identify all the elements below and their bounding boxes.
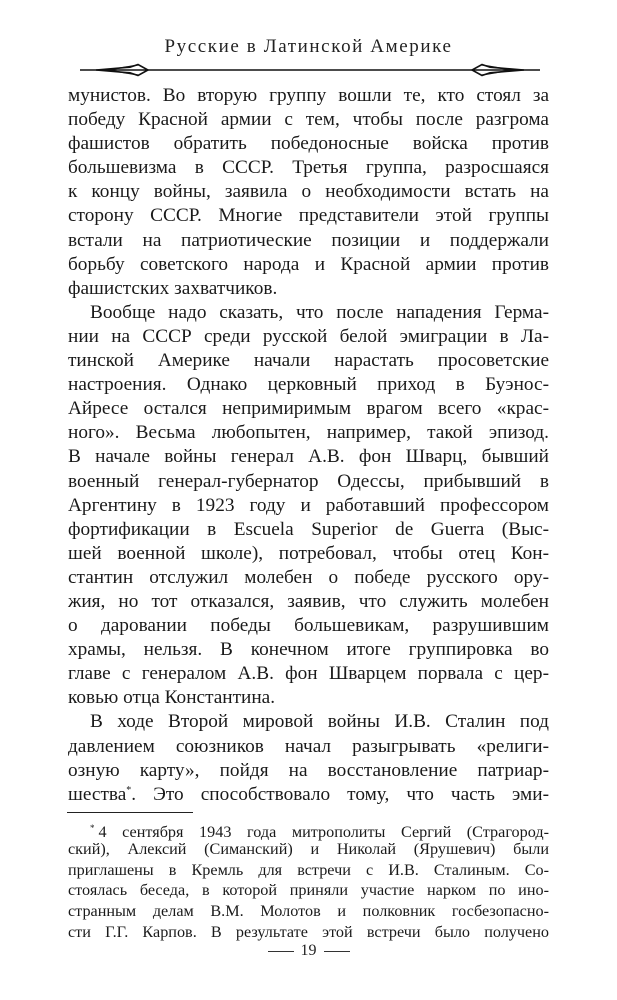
- text-line: мунистов. Во вторую группу вошли те, кто стоял за: [68, 85, 549, 106]
- text-line: [68, 783, 549, 807]
- body-text: [68, 84, 549, 807]
- paragraph-2: [68, 301, 549, 711]
- running-head: Русские в Латинской Америке: [164, 36, 453, 57]
- text-line: шей военной школе), потребовал, чтобы отец Кон-: [68, 542, 549, 564]
- footnote-line: сти Г.Г. Карпов. В результате этой встречи было получено: [68, 922, 549, 941]
- footnote-divider: [67, 812, 193, 813]
- text-line: главе с генералом А.В. фон Шварцем порвала с цер-: [68, 663, 549, 685]
- text-line: жия, но тот отказался, заявив, что служить молебен: [68, 590, 549, 612]
- footnote: [68, 818, 549, 943]
- page-number-value: 19: [300, 942, 317, 959]
- text-line: военный генерал-губернатор Одессы, прибывший в: [68, 470, 549, 492]
- footnote-line: странным делам В.М. Молотов и полковник госбезопасно-: [68, 902, 549, 921]
- text-line: тинской Америке начали нарастать просоветские: [68, 350, 549, 372]
- footnote-line: ский), Алексий (Симанский) и Николай (Ярушевич) были: [68, 839, 549, 858]
- text-line: В начале войны генерал А.В. фон Шварц, бывший: [68, 446, 549, 468]
- footnote-reference[interactable]: *: [126, 784, 132, 796]
- text-line: ковью отца Константина.: [68, 687, 276, 709]
- dash-decoration: [268, 951, 294, 952]
- text-line: фашистских захватчиков.: [68, 277, 278, 299]
- page-number: [0, 942, 617, 960]
- text-line: давлением союзников начал разыгрывать «религи-: [68, 735, 549, 757]
- text-line: большевизма в СССР. Третья группа, разросшаяся: [68, 157, 549, 179]
- paragraph-1: [68, 84, 549, 301]
- text-line: к концу войны, заявила о необходимости встать на: [68, 181, 549, 203]
- footnote-marker: *: [90, 823, 95, 833]
- footnote-line: [68, 818, 549, 839]
- footnote-line: приглашены в Кремль для встречи с И.В. Сталиным. Со-: [68, 860, 549, 879]
- text-line: сторону СССР. Многие представители этой группы: [68, 205, 549, 227]
- dash-decoration: [324, 951, 350, 952]
- text-line: фортификации в Escuela Superior de Guerra (Выс-: [68, 518, 549, 540]
- text-line: настроения. Однако церковный приход в Буэнос-: [68, 374, 549, 396]
- text-fragment: . Это способствовало тому, что часть эми-: [131, 783, 549, 805]
- text-fragment: 4 сентября 1943 года митрополиты Сергий (Страгород-: [98, 823, 549, 841]
- text-line: Аргентину в 1923 году и работавший профессором: [68, 494, 549, 516]
- text-line: борьбу советского народа и Красной армии против: [68, 253, 549, 275]
- text-line: стантин отслужил молебен о победе русского ору-: [68, 566, 549, 588]
- ornamental-rule-icon: [78, 62, 542, 78]
- text-line: встали на патриотические позиции и поддержали: [68, 229, 549, 251]
- text-line: Вообще надо сказать, что после нападения Герма-: [90, 301, 549, 323]
- text-line: В ходе Второй мировой войны И.В. Сталин под: [90, 711, 549, 733]
- text-line: Айресе остался непримиримым врагом всего «крас-: [68, 398, 549, 420]
- text-line: победу Красной армии с тем, чтобы после разгрома: [68, 109, 549, 131]
- text-line: о даровании победы большевикам, разрушившим: [68, 615, 549, 637]
- paragraph-3: [68, 710, 549, 806]
- text-line: храмы, нельзя. В конечном итоге группировка во: [68, 639, 549, 661]
- text-fragment: шества: [68, 783, 127, 805]
- text-line: нии на СССР среди русской белой эмиграции в Ла-: [68, 325, 549, 347]
- text-line: ного». Весьма любопытен, например, такой эпизод.: [68, 422, 549, 444]
- text-line: озную карту», пойдя на восстановление патриар-: [68, 759, 549, 781]
- footnote-line: стоялась беседа, в которой приняли участие нарком по ино-: [68, 881, 549, 900]
- text-line: фашистов обратить победоносные войска против: [68, 133, 549, 155]
